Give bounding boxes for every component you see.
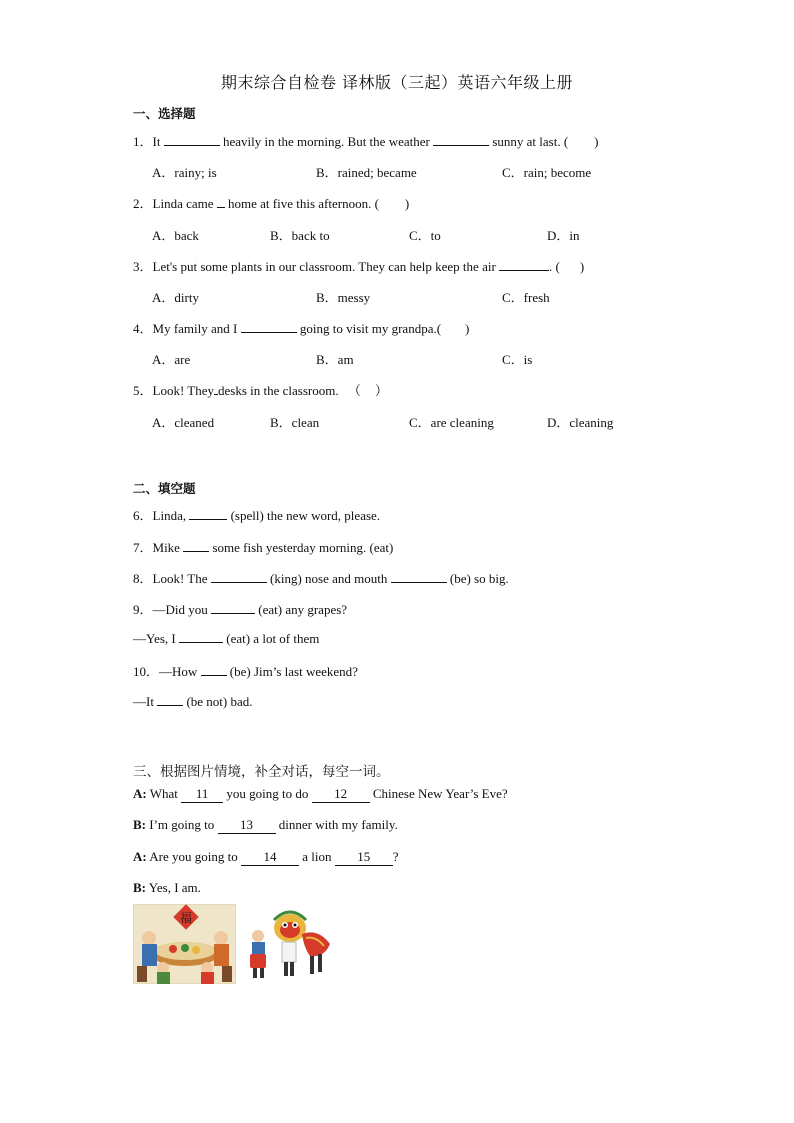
fu-sign-text: 福 <box>179 911 193 925</box>
answer-blank[interactable] <box>183 539 209 552</box>
option-a[interactable]: A．are <box>152 352 191 367</box>
question-9-response: —Yes, I (eat) a lot of them <box>133 631 320 646</box>
answer-blank[interactable] <box>164 133 220 146</box>
option-a[interactable]: A．cleaned <box>152 415 215 430</box>
option-c[interactable]: C．to <box>409 228 441 243</box>
question-5: 5．Look! They desks in the classroom. （ ） <box>133 383 388 398</box>
options-q1 <box>152 162 712 180</box>
answer-blank[interactable] <box>433 133 489 146</box>
dialogue-line-2: B: I’m going to 13 dinner with my family. <box>133 817 398 832</box>
option-b[interactable]: B．rained; became <box>316 165 417 180</box>
question-4: 4．My family and I going to visit my grandpa.( ) <box>133 321 470 336</box>
numbered-blank[interactable]: 13 <box>218 817 276 834</box>
answer-blank[interactable] <box>157 693 183 706</box>
option-a[interactable]: A．back <box>152 228 199 243</box>
question-2: 2．Linda came home at five this afternoon. ( ) <box>133 196 410 211</box>
answer-blank[interactable] <box>391 570 447 583</box>
options-q5 <box>152 412 712 430</box>
answer-blank[interactable] <box>241 320 297 333</box>
answer-blank[interactable] <box>179 630 223 643</box>
answer-blank[interactable] <box>499 258 549 271</box>
answer-blank[interactable] <box>189 507 227 520</box>
numbered-blank[interactable]: 12 <box>312 786 370 803</box>
section-heading-dialogue: 三、根据图片情境，补全对话，每空一词。 <box>133 764 390 780</box>
page-title: 期末综合自检卷 译林版（三起）英语六年级上册 <box>220 73 574 92</box>
answer-blank[interactable] <box>211 601 255 614</box>
options-q2 <box>152 225 712 243</box>
section-heading-fill: 二、填空题 <box>133 481 196 496</box>
section-heading-choice: 一、选择题 <box>133 106 196 121</box>
option-a[interactable]: A．rainy; is <box>152 165 217 180</box>
numbered-blank[interactable]: 15 <box>335 849 393 866</box>
option-c[interactable]: C．are cleaning <box>409 415 494 430</box>
option-b[interactable]: B．clean <box>270 415 320 430</box>
option-b[interactable]: B．back to <box>270 228 330 243</box>
question-9: 9．—Did you (eat) any grapes? <box>133 602 348 617</box>
option-d[interactable]: D．cleaning <box>547 415 614 430</box>
options-q4 <box>152 349 712 367</box>
option-a[interactable]: A．dirty <box>152 290 199 305</box>
question-3: 3．Let's put some plants in our classroom. They can help keep the air . ( ) <box>133 259 585 274</box>
answer-blank[interactable] <box>217 195 225 208</box>
answer-blank[interactable] <box>211 570 267 583</box>
question-6: 6．Linda, (spell) the new word, please. <box>133 508 381 523</box>
option-c[interactable]: C．is <box>502 352 533 367</box>
question-10-response: —It (be not) bad. <box>133 694 253 709</box>
lion-dance-image <box>244 908 334 980</box>
option-b[interactable]: B．messy <box>316 290 371 305</box>
dialogue-line-4: B: Yes, I am. <box>133 880 201 895</box>
dialogue-line-1: A: What 11 you going to do 12 Chinese New Year’s Eve? <box>133 786 508 801</box>
dialogue-line-3: A: Are you going to 14 a lion 15 ? <box>133 849 399 864</box>
numbered-blank[interactable]: 14 <box>241 849 299 866</box>
question-1: 1．It heavily in the morning. But the weather sunny at last. ( ) <box>133 134 599 149</box>
numbered-blank[interactable]: 11 <box>181 786 223 803</box>
question-7: 7．Mike some fish yesterday morning. (eat) <box>133 540 394 555</box>
question-8: 8．Look! The (king) nose and mouth (be) so big. <box>133 571 509 586</box>
answer-blank[interactable] <box>201 663 227 676</box>
option-c[interactable]: C．rain; become <box>502 165 592 180</box>
option-c[interactable]: C．fresh <box>502 290 550 305</box>
option-b[interactable]: B．am <box>316 352 354 367</box>
question-10: 10．—How (be) Jim’s last weekend? <box>133 664 358 679</box>
option-d[interactable]: D．in <box>547 228 580 243</box>
family-dinner-image <box>133 904 236 984</box>
options-q3 <box>152 287 712 305</box>
